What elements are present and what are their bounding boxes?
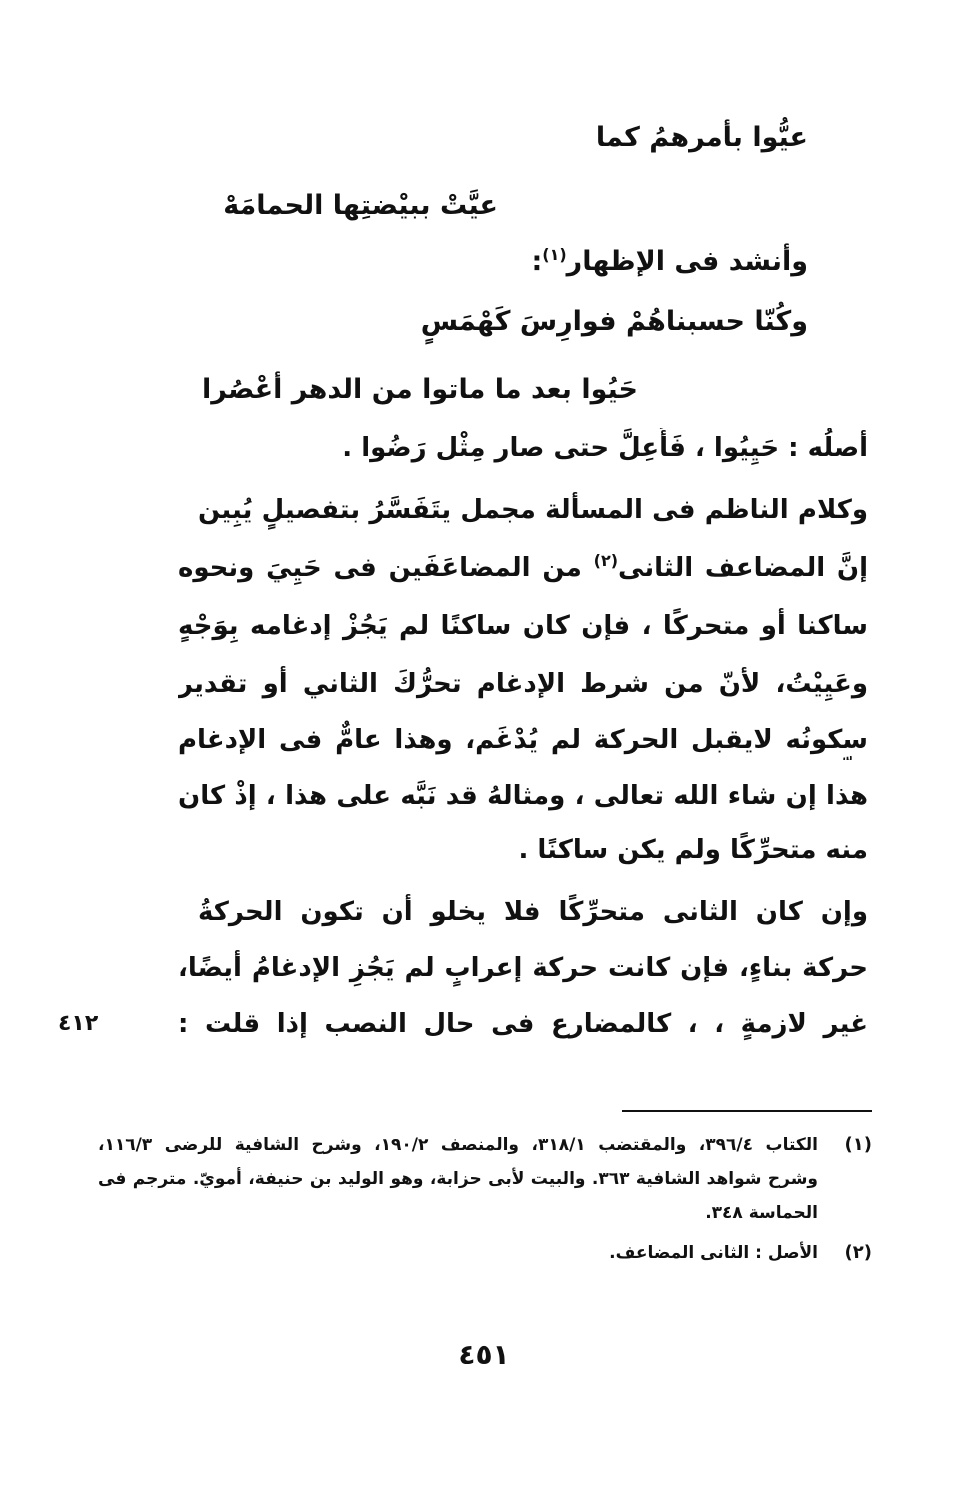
footnote-separator bbox=[622, 1110, 872, 1112]
body-line-6: سكونُه لايقبل الحركة لم يُدْغَم، وهذا عامٌّ فى الإدغام bbox=[178, 725, 868, 755]
footnote-ref-1: (١) bbox=[542, 245, 567, 264]
verse-hemistich-2: عيَّتْ ببيْضتِها الحمامَهْ bbox=[223, 190, 498, 221]
footnote-2-line-1: الأصل : الثانى المضاعف. bbox=[609, 1243, 818, 1263]
footnote-2-number: (٢) bbox=[844, 1242, 872, 1263]
verse-intro-text: وأنشد فى الإظهار bbox=[566, 246, 808, 277]
verse-hemistich-4: حَيُوا بعد ما ماتوا من الدهر أعْصُرا bbox=[202, 374, 638, 405]
verse-hemistich-1: عيُّوا بأمرهمُ كما bbox=[595, 122, 808, 153]
body-line-1: أصلُه : حَيِيُوا ، فَأُعِلَّ حتى صار مِثْل رَضُوا . bbox=[342, 433, 868, 463]
verse-hemistich-3: وكُنّا حسبناهُمْ فوارِسَ كَهْمَسٍ bbox=[420, 306, 808, 337]
body-line-3-rest: من المضاعَفَين فى حَيِيَ ونحوه bbox=[178, 553, 582, 583]
footnote-1-line-2: وشرح شواهد الشافية ٣٦٣. والبيت لأبى حزابة، وهو الوليد بن حنيفة، أمويّ. مترجم فى bbox=[98, 1169, 818, 1189]
body-line-10: حركة بناءٍ، فإن كانت حركة إعرابٍ لم يَجُزِ الإدغامُ أيضًا، bbox=[178, 953, 868, 983]
footnote-1-number: (١) bbox=[844, 1134, 872, 1155]
footnote-ref-2: (٢) bbox=[593, 551, 619, 570]
body-line-9: وإن كان الثانى متحرِّكًا فلا يخلو أن تكون الحركةُ bbox=[198, 897, 868, 927]
page-number: ٤٥١ bbox=[458, 1338, 510, 1371]
verse-intro bbox=[531, 242, 808, 282]
body-line-2: وكلام الناظم فى المسألة مجمل يتَفَسَّرُ بتفصيلٍ يُبِين bbox=[198, 495, 868, 525]
margin-page-reference: ٤١٢ bbox=[58, 1011, 99, 1036]
verse-intro-colon: : bbox=[531, 246, 543, 277]
body-line-4: ساكنا أو متحركًا ، فإن كان ساكنًا لم يَجُزْ إدغامه بِوَجْهٍ bbox=[178, 611, 868, 641]
footnote-1-line-1: الكتاب ٣٩٦/٤، والمقتضب ٣١٨/١، والمنصف ١٩٠/٢، وشرح الشافية للرضى ١١٦/٣، bbox=[98, 1135, 818, 1155]
body-line-8: منه متحرِّكًا ولم يكن ساكنًا . bbox=[518, 835, 868, 865]
body-line-5: وعَيِيْتُ، لأنّ من شرط الإدغام تحرُّكَ الثاني أو تقدير bbox=[178, 669, 868, 699]
body-line-7: هذا إن شاء الله تعالى ، ومثالهُ قد نَبَّه على هذا ، إذْ كان bbox=[178, 781, 868, 811]
body-line-11: غير لازمةٍ ، ، كالمضارع فى حال النصب إذا قلت : bbox=[178, 1009, 868, 1039]
body-line-3-start: إنَّ المضاعف الثانى bbox=[618, 553, 868, 583]
body-line-3 bbox=[178, 548, 868, 588]
footnote-1-line-3: الحماسة ٣٤٨. bbox=[705, 1203, 818, 1223]
